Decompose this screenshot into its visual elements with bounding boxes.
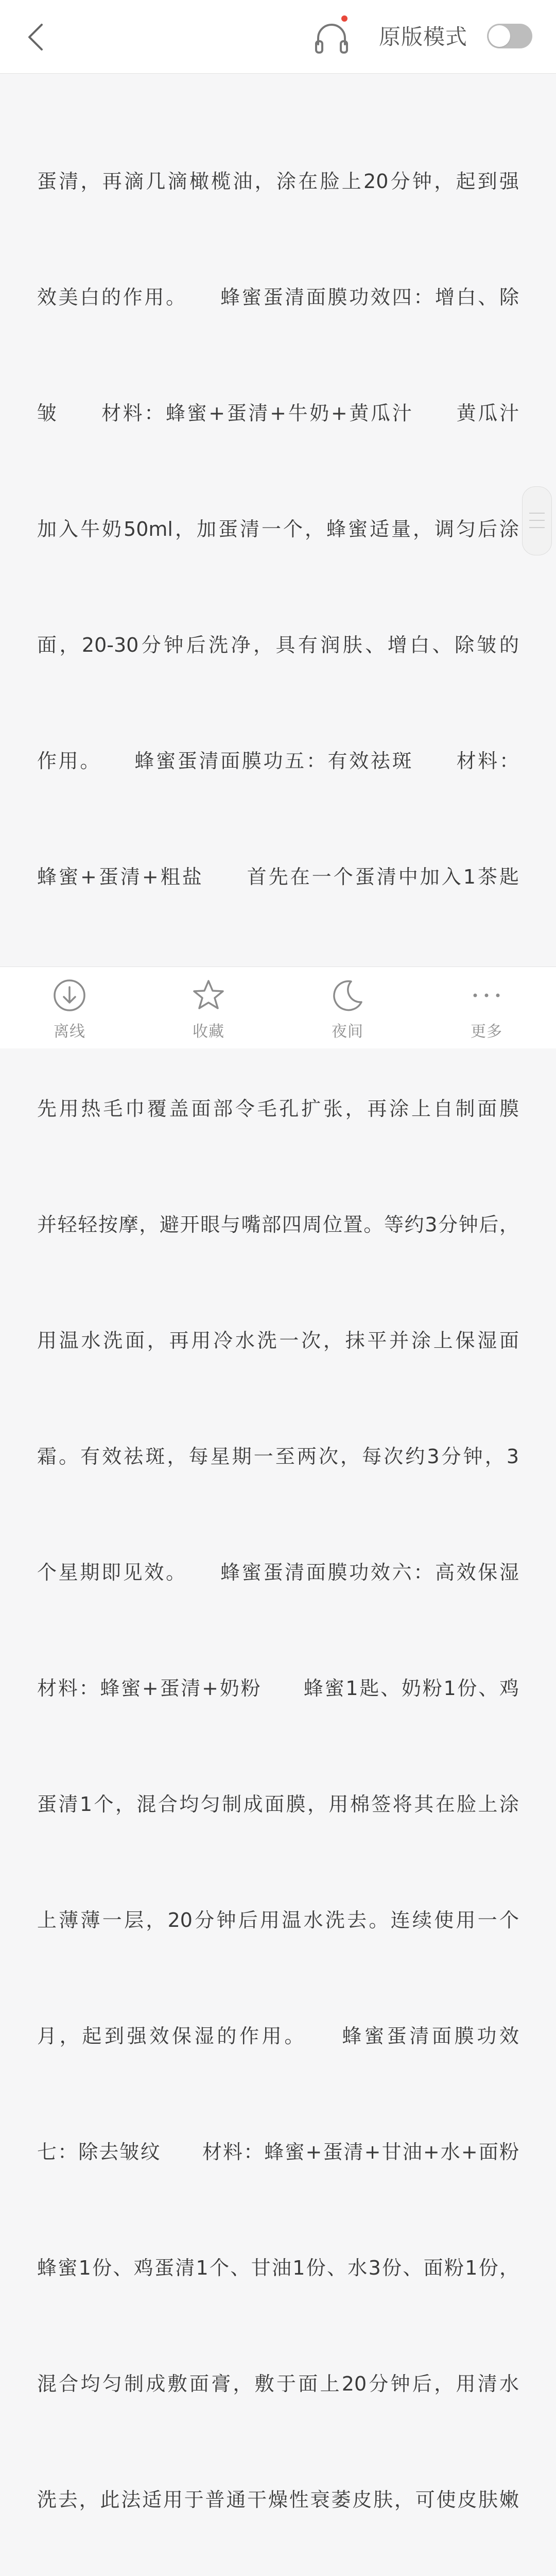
- tab-label: 更多: [471, 1023, 502, 1041]
- tab-offline[interactable]: [0, 967, 139, 1048]
- tab-favorite[interactable]: [139, 967, 278, 1048]
- toggle-knob: [489, 25, 510, 47]
- article-line: 蜂蜜+蛋清+粗盐 首先在一个蛋清中加入1茶匙: [37, 866, 519, 888]
- star-icon: [192, 978, 225, 1012]
- bottom-toolbar: [0, 967, 556, 1048]
- article-line: 材料：蜂蜜+蛋清+奶粉 蜂蜜1匙、奶粉1份、鸡: [37, 1677, 519, 1700]
- scroll-grip-line: [529, 527, 545, 528]
- moon-icon: [331, 978, 364, 1012]
- download-circle-icon: [53, 978, 86, 1012]
- back-button[interactable]: [18, 19, 54, 56]
- tab-label: 夜间: [332, 1023, 363, 1041]
- article-line: 洗去，此法适用于普通干燥性衰萎皮肤，可使皮肤嫩: [37, 2488, 519, 2511]
- tab-night-mode[interactable]: [278, 967, 417, 1048]
- article-line: 蛋清，再滴几滴橄榄油，涂在脸上20分钟，起到强: [37, 170, 519, 193]
- article-line: 月，起到强效保湿的作用。 蜂蜜蛋清面膜功效: [37, 2025, 519, 2047]
- notification-dot: [341, 15, 348, 22]
- article-line: 上薄薄一层，20分钟后用温水洗去。连续使用一个: [37, 1909, 519, 1931]
- article-line: 并轻轻按摩，避开眼与嘴部四周位置。等约3分钟后，: [37, 1213, 519, 1236]
- top-bar: [0, 0, 556, 74]
- more-dots-icon: [470, 978, 503, 1012]
- tab-more[interactable]: [417, 967, 556, 1048]
- headphones-icon: [311, 16, 352, 58]
- original-mode-toggle[interactable]: [487, 24, 532, 48]
- article-line: 加入牛奶50ml，加蛋清一个，蜂蜜适量，调匀后涂: [37, 518, 519, 540]
- article-line: 先用热毛巾覆盖面部令毛孔扩张，再涂上自制面膜: [37, 1097, 519, 1120]
- article-line: 皱 材料：蜂蜜+蛋清+牛奶+黄瓜汁 黄瓜汁: [37, 402, 519, 425]
- tab-label: 离线: [54, 1023, 85, 1041]
- original-mode-label: 原版模式: [379, 24, 468, 49]
- article-line: 混合均匀制成敷面膏，敷于面上20分钟后，用清水: [37, 2372, 519, 2395]
- article-line: 七：除去皱纹 材料：蜂蜜+蛋清+甘油+水+面粉: [37, 2141, 519, 2163]
- scroll-grip-line: [529, 520, 545, 521]
- article-line: 效美白的作用。 蜂蜜蛋清面膜功效四：增白、除: [37, 286, 519, 309]
- article-body: [37, 46, 519, 2576]
- article-line: 作用。 蜂蜜蛋清面膜功五：有效祛斑 材料：: [37, 750, 519, 772]
- scroll-handle[interactable]: [522, 486, 552, 555]
- article-line: 个星期即见效。 蜂蜜蛋清面膜功效六：高效保湿: [37, 1561, 519, 1584]
- article-line: 蛋清1个，混合均匀制成面膜，用棉签将其在脸上涂: [37, 1793, 519, 1816]
- article-line: 面，20-30分钟后洗净，具有润肤、增白、除皱的: [37, 634, 519, 656]
- listen-button[interactable]: [311, 16, 352, 58]
- article-line: 用温水洗面，再用冷水洗一次，抹平并涂上保湿面: [37, 1329, 519, 1352]
- article-line: 蜂蜜1份、鸡蛋清1个、甘油1份、水3份、面粉1份，: [37, 2257, 519, 2279]
- article-line: 霜。有效祛斑，每星期一至两次，每次约3分钟，3: [37, 1445, 519, 1468]
- tab-label: 收藏: [193, 1023, 224, 1041]
- chevron-left-icon: [25, 22, 46, 53]
- scroll-grip-line: [529, 513, 545, 514]
